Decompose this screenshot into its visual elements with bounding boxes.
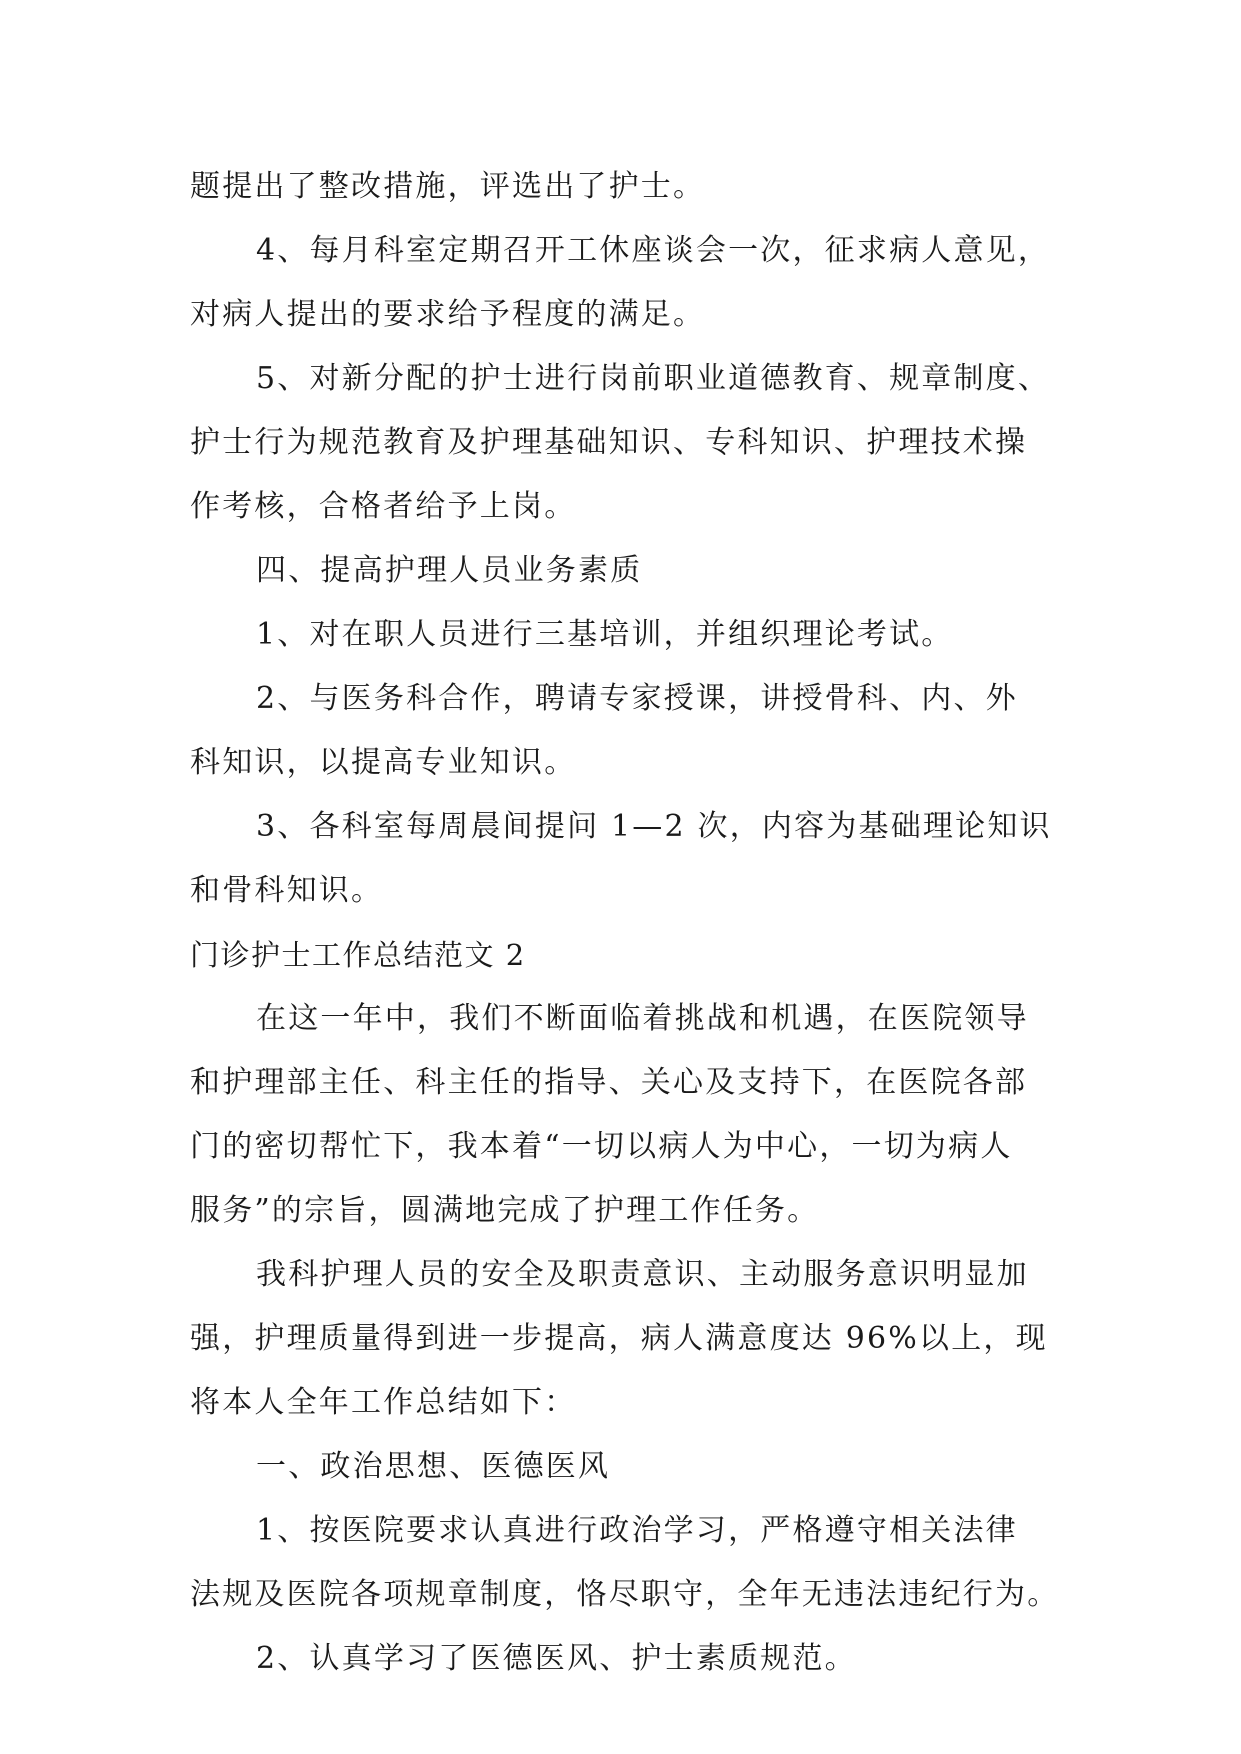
text-line: 服务”的宗旨，圆满地完成了护理工作任务。 [190,1193,820,1228]
document-title: 门诊护士工作总结范文 2 [190,938,526,972]
text-line: 科知识，以提高专业知识。 [190,745,577,780]
text-line: 5、对新分配的护士进行岗前职业道德教育、规章制度、 [256,361,1051,396]
text-line: 作考核，合格者给予上岗。 [190,489,577,524]
text-line: 强，护理质量得到进一步提高，病人满意度达 96%以上，现 [190,1321,1048,1356]
text-line: 在这一年中，我们不断面临着挑战和机遇，在医院领导 [256,1001,1029,1036]
section-heading: 四、提高护理人员业务素质 [256,553,643,588]
text-line: 和骨科知识。 [190,873,384,908]
document-body [190,155,1060,1691]
text-line: 对病人提出的要求给予程度的满足。 [190,297,706,332]
text-line: 3、各科室每周晨间提问 1—2 次，内容为基础理论知识 [256,809,1052,844]
text-line: 法规及医院各项规章制度，恪尽职守，全年无违法违纪行为。 [190,1577,1060,1612]
text-line: 门的密切帮忙下，我本着“一切以病人为中心，一切为病人 [190,1129,1013,1164]
section-heading: 一、政治思想、医德医风 [256,1449,611,1484]
text-line: 我科护理人员的安全及职责意识、主动服务意识明显加 [256,1257,1029,1292]
text-line: 护士行为规范教育及护理基础知识、专科知识、护理技术操 [190,425,1028,460]
text-line: 1、对在职人员进行三基培训，并组织理论考试。 [256,617,954,652]
text-line: 题提出了整改措施，评选出了护士。 [190,169,706,204]
text-line: 2、与医务科合作，聘请专家授课，讲授骨科、内、外 [256,681,1018,716]
text-line: 将本人全年工作总结如下： [190,1385,577,1420]
text-line: 2、认真学习了医德医风、护士素质规范。 [256,1641,857,1676]
text-line: 4、每月科室定期召开工休座谈会一次，征求病人意见， [256,233,1051,268]
text-line: 和护理部主任、科主任的指导、关心及支持下，在医院各部 [190,1065,1028,1100]
text-line: 1、按医院要求认真进行政治学习，严格遵守相关法律 [256,1513,1018,1548]
